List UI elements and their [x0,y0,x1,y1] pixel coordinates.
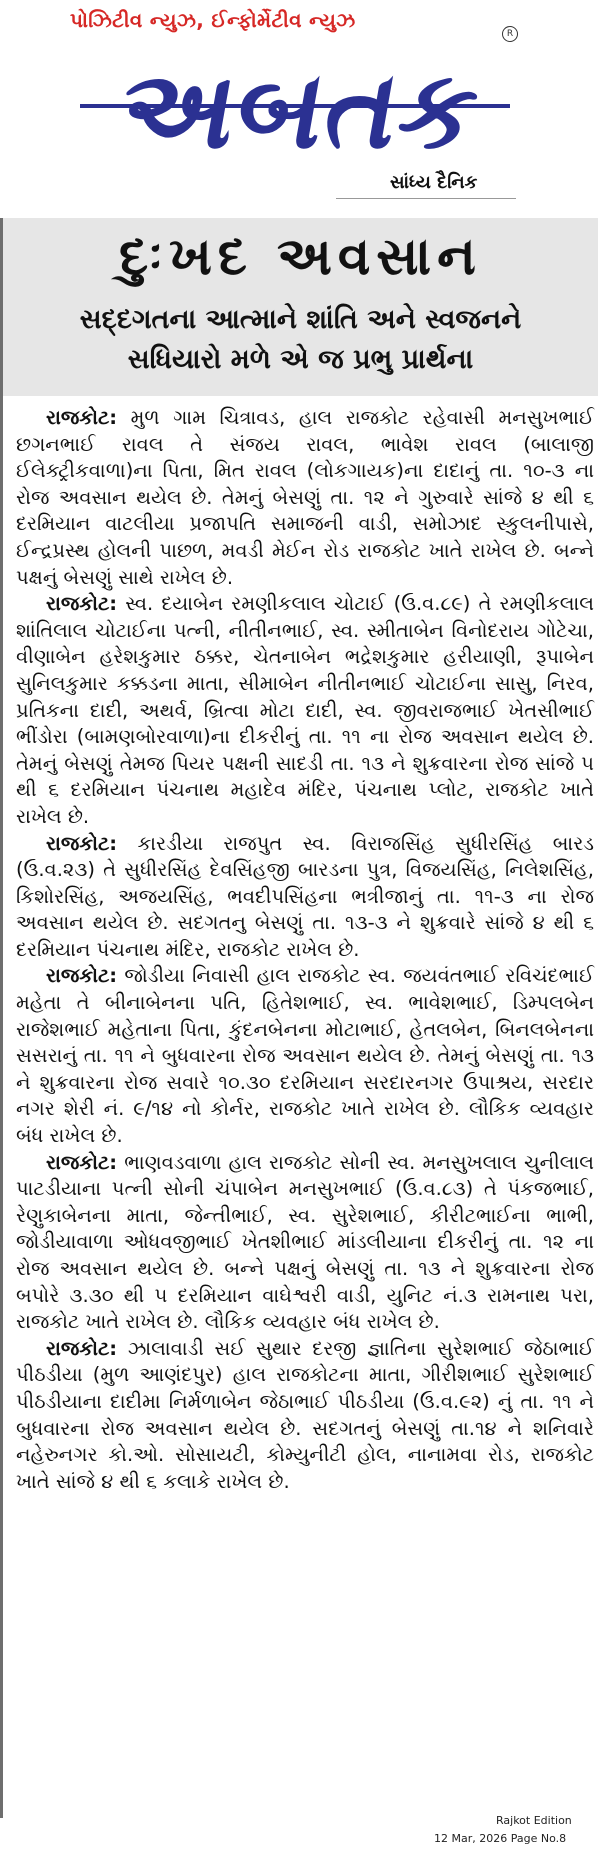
entry-text: મુળ ગામ ચિત્રાવડ, હાલ રાજકોટ રહેવાસી મનસુખભાઈ છગનભાઈ રાવલ તે સંજય રાવલ, ભાવેશ રાવલ (બાલાજી ઈલેક્ટ્રીકવાળા)ના પિતા, મિત રાવલ (લોકગાયક)ના દાદાનું તા. ૧૦-૩ ના રોજ અવસાન થયેલ છે. તેમનું બેસણું તા. ૧૨ ને ગુરુવારે સાંજે ૪ થી ૬ દરમિયાન વાટલીયા પ્રજાપતિ સમાજની વાડી, સમોઝાદ સ્કુલનીપાસે, ઈન્દ્રપ્રસ્થ હોલની પાછળ, મવડી મેઈન રોડ રાજકોટ ખાતે રાખેલ છે. બન્ને પક્ષનું બેસણું સાથે રાખેલ છે. [16,406,594,589]
newspaper-logo: અબતક [110,48,490,173]
registered-mark-icon: R [502,26,518,42]
entry-city: રાજકોટ: [46,964,118,988]
entry-text: ભાણવડવાળા હાલ રાજકોટ સોની સ્વ. મનસુખલાલ ચુનીલાલ પાટડીયાના પત્ની સોની ચંપાબેન મનસુખભાઈ (ઉ.વ.૮૩) તે પંકજભાઈ, રેણુકાબેનના માતા, જેન્તીભાઈ, સ્વ. સુરેશભાઈ, કીરીટભાઈના ભાભી, જોડીયાવાળા ઓધવજીભાઈ ખેતશીભાઈ માંડલીયાના દીકરીનું તા. ૧૨ ના રોજ અવસાન થયેલ છે. બન્ને પક્ષનું બેસણું તા. ૧૩ ને શુક્રવારના રોજ બપોરે ૩.૩૦ થી ૫ દરમિયાન વાઘેશ્વરી વાડી, યુનિટ નં.૩ રામનાથ પરા, રાજકોટ ખાતે રાખેલ છે. લૌકિક વ્યવહાર બંધ રાખેલ છે. [16,1150,594,1334]
entry-text: જોડીયા નિવાસી હાલ રાજકોટ સ્વ. જયવંતભાઈ રવિચંદભાઈ મહેતા તે બીનાબેનના પતિ, હિતેશભાઈ, સ્વ. ભાવેશભાઈ, ડિમ્પલબેન રાજેશભાઈ મહેતાના પિતા, કુંદનબેનના મોટાભાઈ, હેતલબેન, બિનલબેનના સસરાનું તા. ૧૧ ને બુધવારના રોજ અવસાન થયેલ છે. તેમનું બેસણું તા. ૧૩ ને શુક્રવારના રોજ સવારે ૧૦.૩૦ દરમિયાન સરદારનગર ઉપાશ્રય, સરદાર નગર શેરી નં. ૯/૧૪ નો કોર્નર, રાજકોટ ખાતે રાખેલ છે. લૌકિક વ્યવહાર બંધ રાખેલ છે. [16,964,594,1148]
entry-city: રાજકોટ: [46,1336,118,1360]
subtitle-line-2: સધિયારો મળે એ જ પ્રભુ પ્રાર્થના [127,344,474,375]
masthead [0,0,598,218]
masthead-subline: સાંધ્ય દૈનિક [390,172,478,193]
page-title: દુઃખદ અવસાન [119,227,482,287]
obituary-entry [16,591,594,830]
masthead-divider [336,198,516,199]
entry-city: રાજકોટ: [46,406,118,429]
obituary-entry [16,1150,594,1336]
edition-label: Rajkot Edition [496,1814,572,1827]
obituary-list [16,405,594,1495]
subtitle-line-1: સદ્દગતના આત્માને શાંતિ અને સ્વજનને [79,304,522,335]
entry-city: રાજકોટ: [46,592,118,616]
entry-city: રાજકોટ: [46,831,118,855]
entry-text: ઝાલાવાડી સઈ સુથાર દરજી જ્ઞાતિના સુરેશભાઈ જેઠાભાઈ પીઠડીયા (મુળ આણંદપુર) હાલ રાજકોટના માતા, ગીરીશભાઈ સુરેશભાઈ પીઠડીયાના દાદીમા નિર્મળાબેન જેઠાભાઈ પીઠડીયા (ઉ.વ.૯૨) નું તા. ૧૧ ને બુધવારના રોજ અવસાન થયેલ છે. સદગતનું બેસણું તા.૧૪ ને શનિવારે નહેરુનગર કો.ઓ. સોસાયટી, કોમ્યુનીટી હોલ, નાનામવા રોડ, રાજકોટ ખાતે સાંજે ૪ થી ૬ કલાકે રાખેલ છે. [16,1336,594,1493]
masthead-tagline: પોઝિટીવ ન્યુઝ, ઈન્ફોર્મેટીવ ન્યુઝ [70,8,356,32]
obituary-entry [16,831,594,964]
page-subtitle [3,300,598,380]
entry-text: સ્વ. દયાબેન રમણીકલાલ ચોટાઈ (ઉ.વ.૮૯) તે રમણીકલાલ શાંતિલાલ ચોટાઈના પત્ની, નીતીનભાઈ, સ્વ. સ્મીતાબેન વિનોદરાય ગોટેચા, વીણાબેન હરેશકુમાર ઠક્કર, ચેતનાબેન ભદ્રેશકુમાર હરીયાણી, રૂપાબેન સુનિલકુમાર કક્કડના માતા, સીમાબેન નીતીનભાઈ ચોટાઈના સાસુ, નિરવ, પ્રતિકના દાદી, અથર્વ, બ્રિત્વા મોટા દાદી, સ્વ. જીવરાજભાઈ ખેતસીભાઈ ભીંડોરા (બામણબોરવાળા)ના દીકરીનું તા. ૧૧ ના રોજ અવસાન થયેલ છે. તેમનું બેસણું તેમજ પિયર પક્ષની સાદડી તા. ૧૩ ને શુક્રવારના રોજ સાંજે ૫ થી ૬ દરમિયાન પંચનાથ મહાદેવ મંદિર, પંચનાથ પ્લોટ, રાજકોટ ખાતે રાખેલ છે. [16,592,594,828]
obituary-entry [16,963,594,1149]
entry-text: કારડીયા રાજપુત સ્વ. વિરાજસિંહ સુધીરસિંહ બારડ (ઉ.વ.૨૩) તે સુધીરસિંહ દેવસિંહજી બારડના પુત્ર, વિજયસિંહ, નિલેશસિંહ, કિશોરસિંહ, અજયસિંહ, ભવદીપસિંહના ભત્રીજાનું તા. ૧૧-૩ ના રોજ અવસાન થયેલ છે. સદગતનુ બેસણું તા. ૧૩-૩ ને શુક્રવારે સાંજે ૪ થી ૬ દરમિયાન પંચનાથ મંદિર, રાજકોટ રાખેલ છે. [16,831,594,961]
date-page-label: 12 Mar, 2026 Page No.8 [434,1832,567,1845]
obituary-entry [16,1336,594,1496]
entry-city: રાજકોટ: [46,1150,118,1174]
obituary-entry [16,405,594,591]
